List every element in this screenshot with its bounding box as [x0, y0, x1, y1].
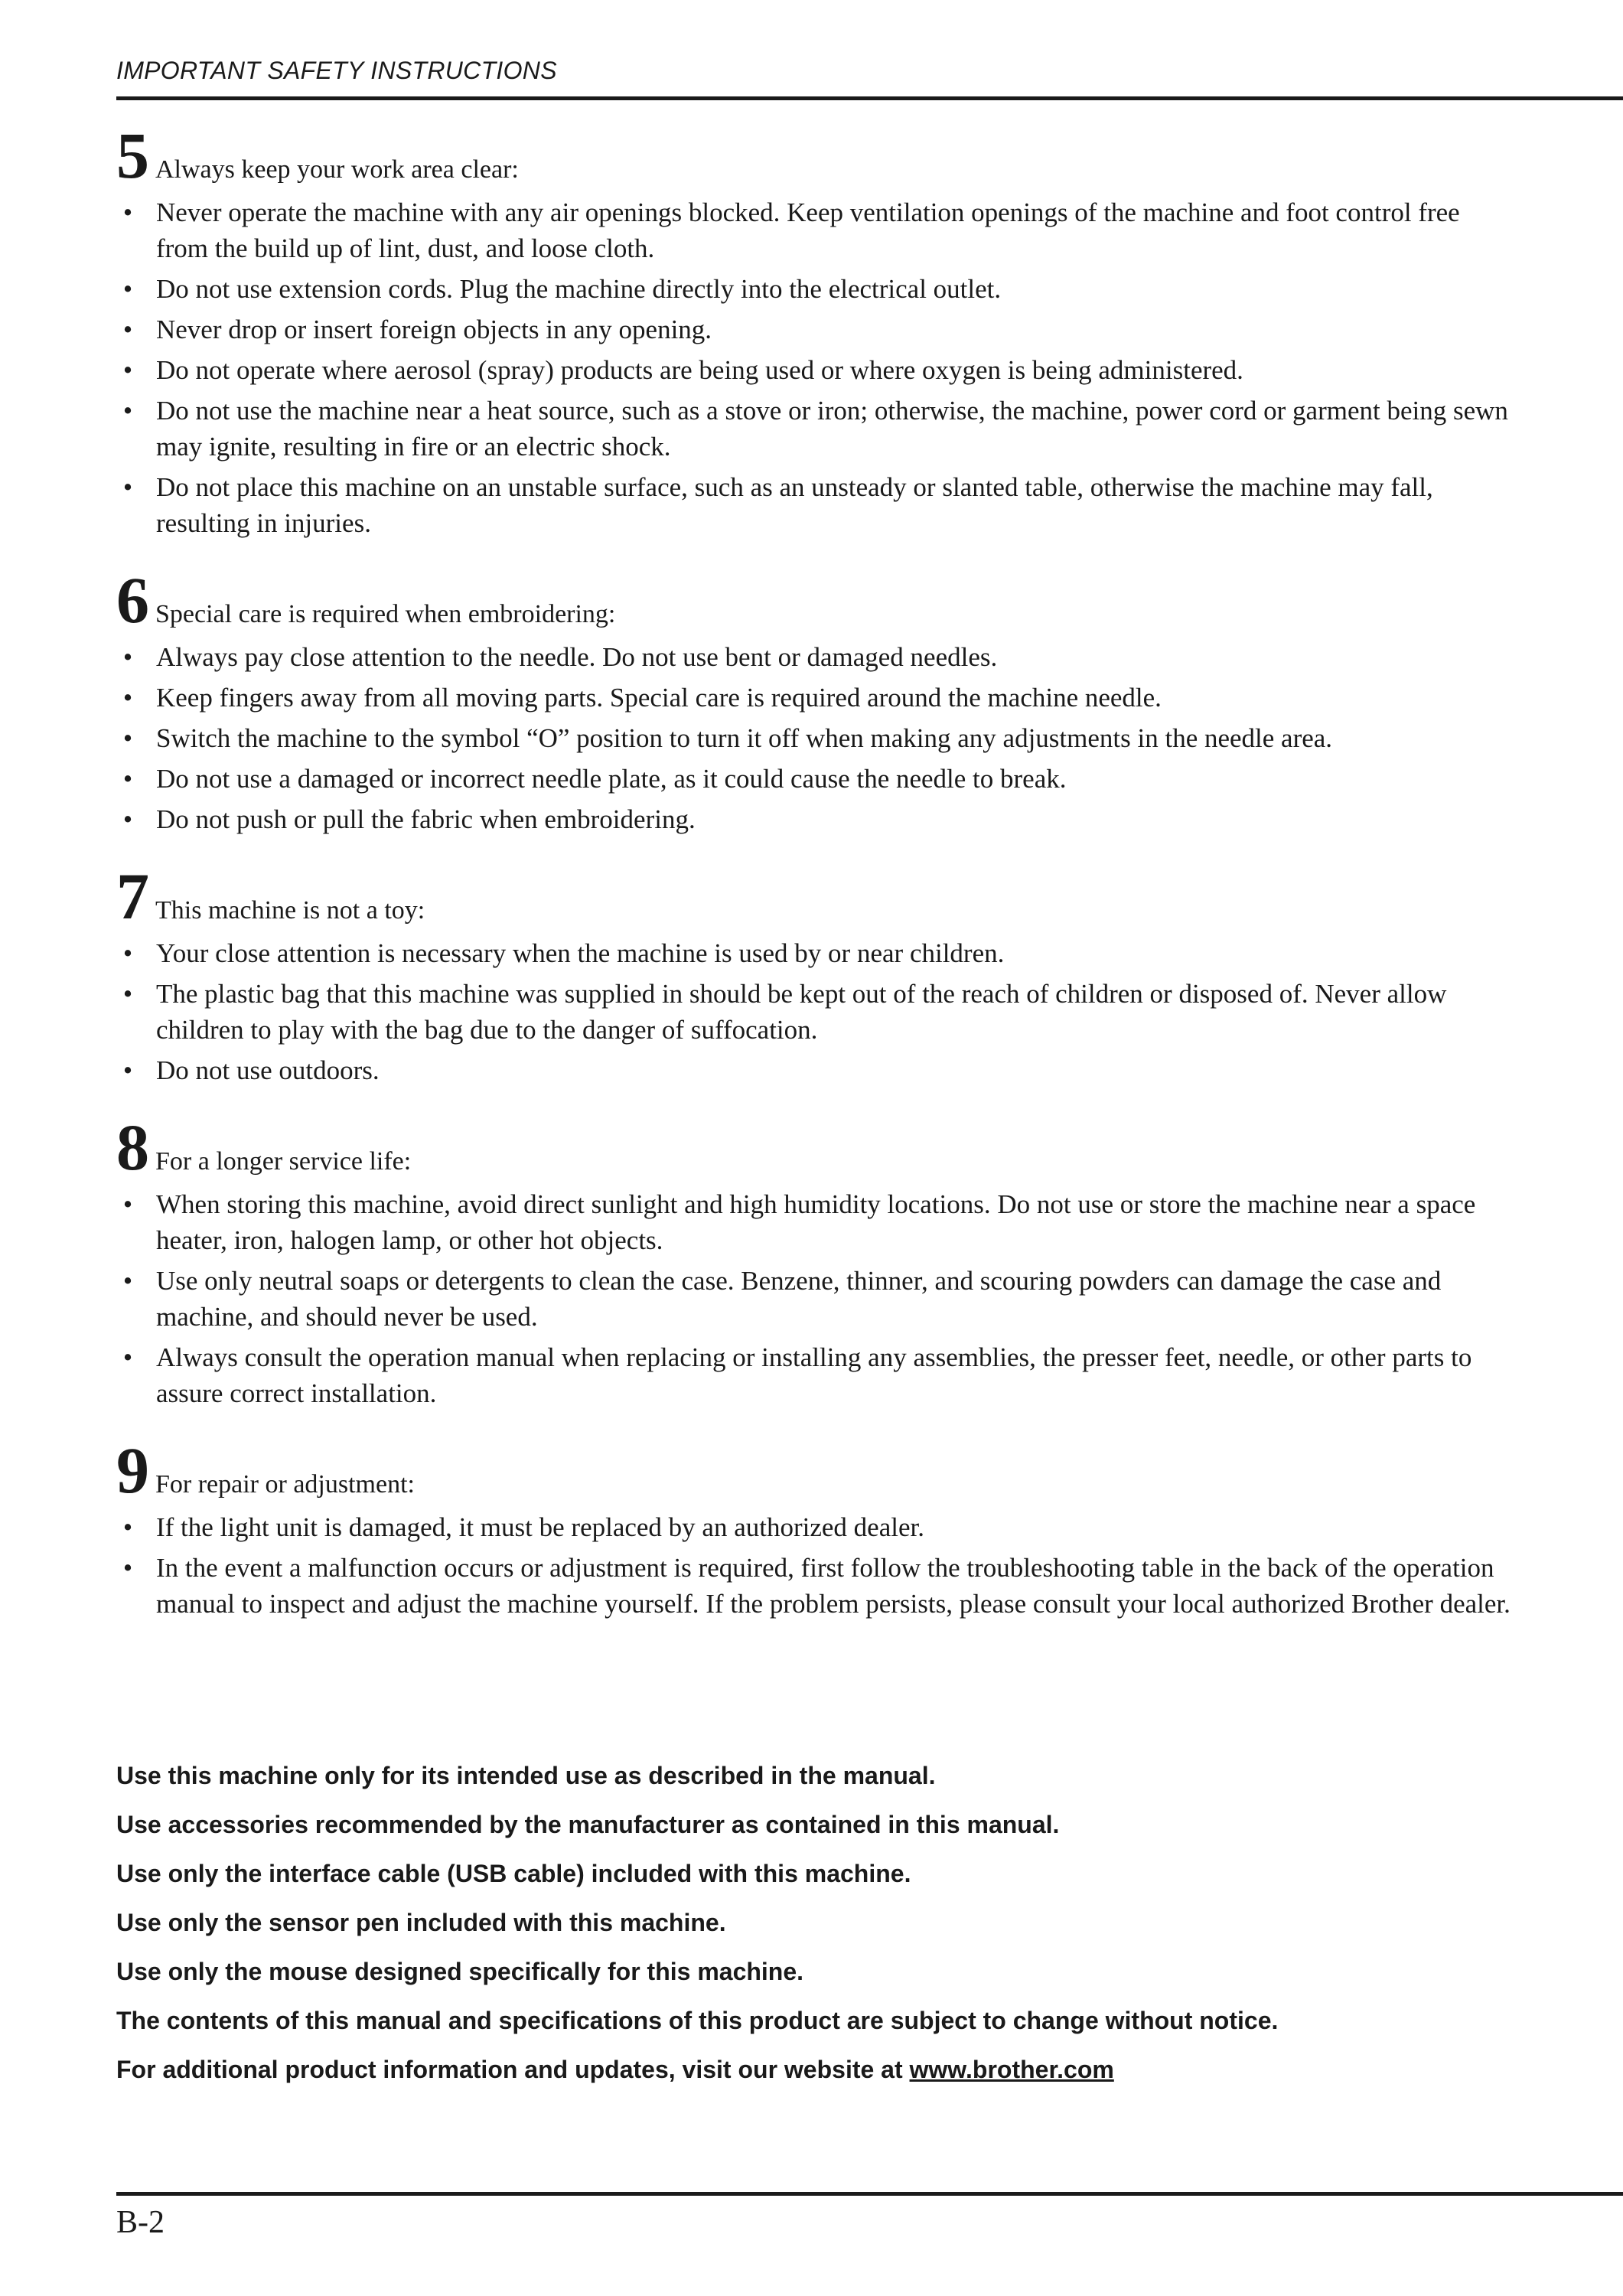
bullet-icon: • [122, 197, 133, 227]
list-item-text: Do not use outdoors. [156, 1055, 380, 1085]
bullet-list [116, 935, 1517, 1088]
bullet-icon: • [122, 938, 133, 968]
list-item [116, 352, 1517, 388]
section-number: 9 [116, 1433, 149, 1507]
list-item [116, 680, 1517, 716]
website-notice [116, 2054, 1540, 2085]
list-item [116, 469, 1517, 541]
list-item-text: In the event a malfunction occurs or adjustment is required, first follow the troubleshooting table in the back of the operation manual to inspect and adjust the machine yourself. If the problem persists, please consult your local authorized Brother dealer. [156, 1553, 1511, 1619]
bullet-icon: • [122, 642, 133, 672]
section-title: Special care is required when embroidering: [155, 600, 616, 628]
section-7 [116, 859, 1517, 1088]
list-item [116, 761, 1517, 797]
list-item-text: Keep fingers away from all moving parts. Special care is required around the machine needle. [156, 683, 1162, 713]
section-title: For repair or adjustment: [155, 1470, 415, 1499]
section-number: 8 [116, 1110, 149, 1184]
bullet-list [116, 194, 1517, 541]
notice-line: Use only the sensor pen included with this machine. [116, 1909, 726, 1936]
notice-line: Use only the interface cable (USB cable) included with this machine. [116, 1860, 911, 1887]
notice-line: Use accessories recommended by the manufacturer as contained in this manual. [116, 1811, 1060, 1838]
bullet-icon: • [122, 396, 133, 426]
bullet-icon: • [122, 1189, 133, 1219]
list-item-text: Switch the machine to the symbol “O” position to turn it off when making any adjustments in the needle area. [156, 723, 1333, 753]
list-item-text: Do not use the machine near a heat source, such as a stove or iron; otherwise, the machine, power cord or garment being sewn may ignite, resulting in fire or an electric shock. [156, 396, 1508, 461]
bullet-icon: • [122, 1055, 133, 1085]
list-item-text: Always pay close attention to the needle. Do not use bent or damaged needles. [156, 642, 998, 672]
section-heading [116, 859, 1517, 933]
list-item-text: Your close attention is necessary when the machine is used by or near children. [156, 938, 1005, 968]
page-header-title: IMPORTANT SAFETY INSTRUCTIONS [116, 57, 557, 84]
list-item [116, 1186, 1517, 1258]
bullet-icon: • [122, 683, 133, 713]
list-item-text: Do not use a damaged or incorrect needle plate, as it could cause the needle to break. [156, 764, 1067, 794]
bullet-list [116, 1186, 1517, 1411]
section-heading [116, 1110, 1517, 1184]
bullet-icon: • [122, 764, 133, 794]
instructions-content [116, 119, 1517, 1648]
section-title: Always keep your work area clear: [155, 155, 519, 184]
list-item-text: If the light unit is damaged, it must be replaced by an authorized dealer. [156, 1512, 924, 1542]
list-item [116, 1509, 1517, 1545]
list-item [116, 393, 1517, 465]
section-number: 6 [116, 563, 149, 637]
list-item [116, 194, 1517, 266]
bullet-list [116, 639, 1517, 837]
bullet-list [116, 1509, 1517, 1622]
notice-list [116, 1760, 1540, 2036]
list-item [116, 1550, 1517, 1622]
list-item-text: When storing this machine, avoid direct sunlight and high humidity locations. Do not use or store the machine near a space heater, iron, halogen lamp, or other hot objects. [156, 1189, 1476, 1255]
list-item-text: Do not place this machine on an unstable surface, such as an unsteady or slanted table, otherwise the machine may fall, resulting in injuries. [156, 472, 1433, 538]
website-link[interactable]: www.brother.com [909, 2056, 1114, 2083]
bullet-icon: • [122, 315, 133, 344]
section-9 [116, 1433, 1517, 1622]
notice-line: Use only the mouse designed specifically for this machine. [116, 1958, 804, 1985]
list-item-text: Use only neutral soaps or detergents to clean the case. Benzene, thinner, and scouring powders can damage the case and machine, and should never be used. [156, 1266, 1442, 1332]
list-item [116, 935, 1517, 971]
list-item [116, 1263, 1517, 1335]
section-heading [116, 1433, 1517, 1507]
list-item-text: Always consult the operation manual when replacing or installing any assemblies, the presser feet, needle, or other parts to assure correct installation. [156, 1342, 1472, 1408]
bullet-icon: • [122, 274, 133, 304]
list-item [116, 1339, 1517, 1411]
section-8 [116, 1110, 1517, 1411]
section-title: For a longer service life: [155, 1147, 412, 1176]
section-heading [116, 563, 1517, 637]
list-item-text: Do not push or pull the fabric when embroidering. [156, 804, 696, 834]
list-item-text: Do not operate where aerosol (spray) products are being used or where oxygen is being administered. [156, 355, 1243, 385]
list-item-text: Never operate the machine with any air openings blocked. Keep ventilation openings of the machine and foot control free from the build up of lint, dust, and loose cloth. [156, 197, 1460, 263]
list-item [116, 271, 1517, 307]
page-number: B-2 [116, 2205, 165, 2240]
list-item [116, 976, 1517, 1048]
list-item [116, 801, 1517, 837]
list-item [116, 720, 1517, 756]
bullet-icon: • [122, 804, 133, 834]
header-rule [116, 96, 1623, 100]
notice-line: The contents of this manual and specifications of this product are subject to change without notice. [116, 2007, 1279, 2034]
list-item [116, 639, 1517, 675]
list-item-text: The plastic bag that this machine was supplied in should be kept out of the reach of children or disposed of. Never allow children to play with the bag due to the danger of suffocation. [156, 979, 1447, 1045]
footer-rule [116, 2192, 1623, 2196]
bullet-icon: • [122, 1553, 133, 1583]
bullet-icon: • [122, 355, 133, 385]
bullet-icon: • [122, 1342, 133, 1372]
section-number: 7 [116, 859, 149, 933]
section-6 [116, 563, 1517, 837]
bullet-icon: • [122, 723, 133, 753]
notices-block [116, 1760, 1540, 2103]
list-item [116, 1052, 1517, 1088]
bullet-icon: • [122, 979, 133, 1009]
website-notice-text: For additional product information and updates, visit our website at [116, 2056, 910, 2083]
notice-line: Use this machine only for its intended use as described in the manual. [116, 1762, 936, 1789]
list-item-text: Never drop or insert foreign objects in any opening. [156, 315, 712, 344]
section-5 [116, 119, 1517, 541]
section-heading [116, 119, 1517, 192]
bullet-icon: • [122, 472, 133, 502]
bullet-icon: • [122, 1512, 133, 1542]
section-title: This machine is not a toy: [155, 896, 425, 925]
bullet-icon: • [122, 1266, 133, 1296]
list-item [116, 311, 1517, 347]
section-number: 5 [116, 119, 149, 192]
list-item-text: Do not use extension cords. Plug the machine directly into the electrical outlet. [156, 274, 1002, 304]
